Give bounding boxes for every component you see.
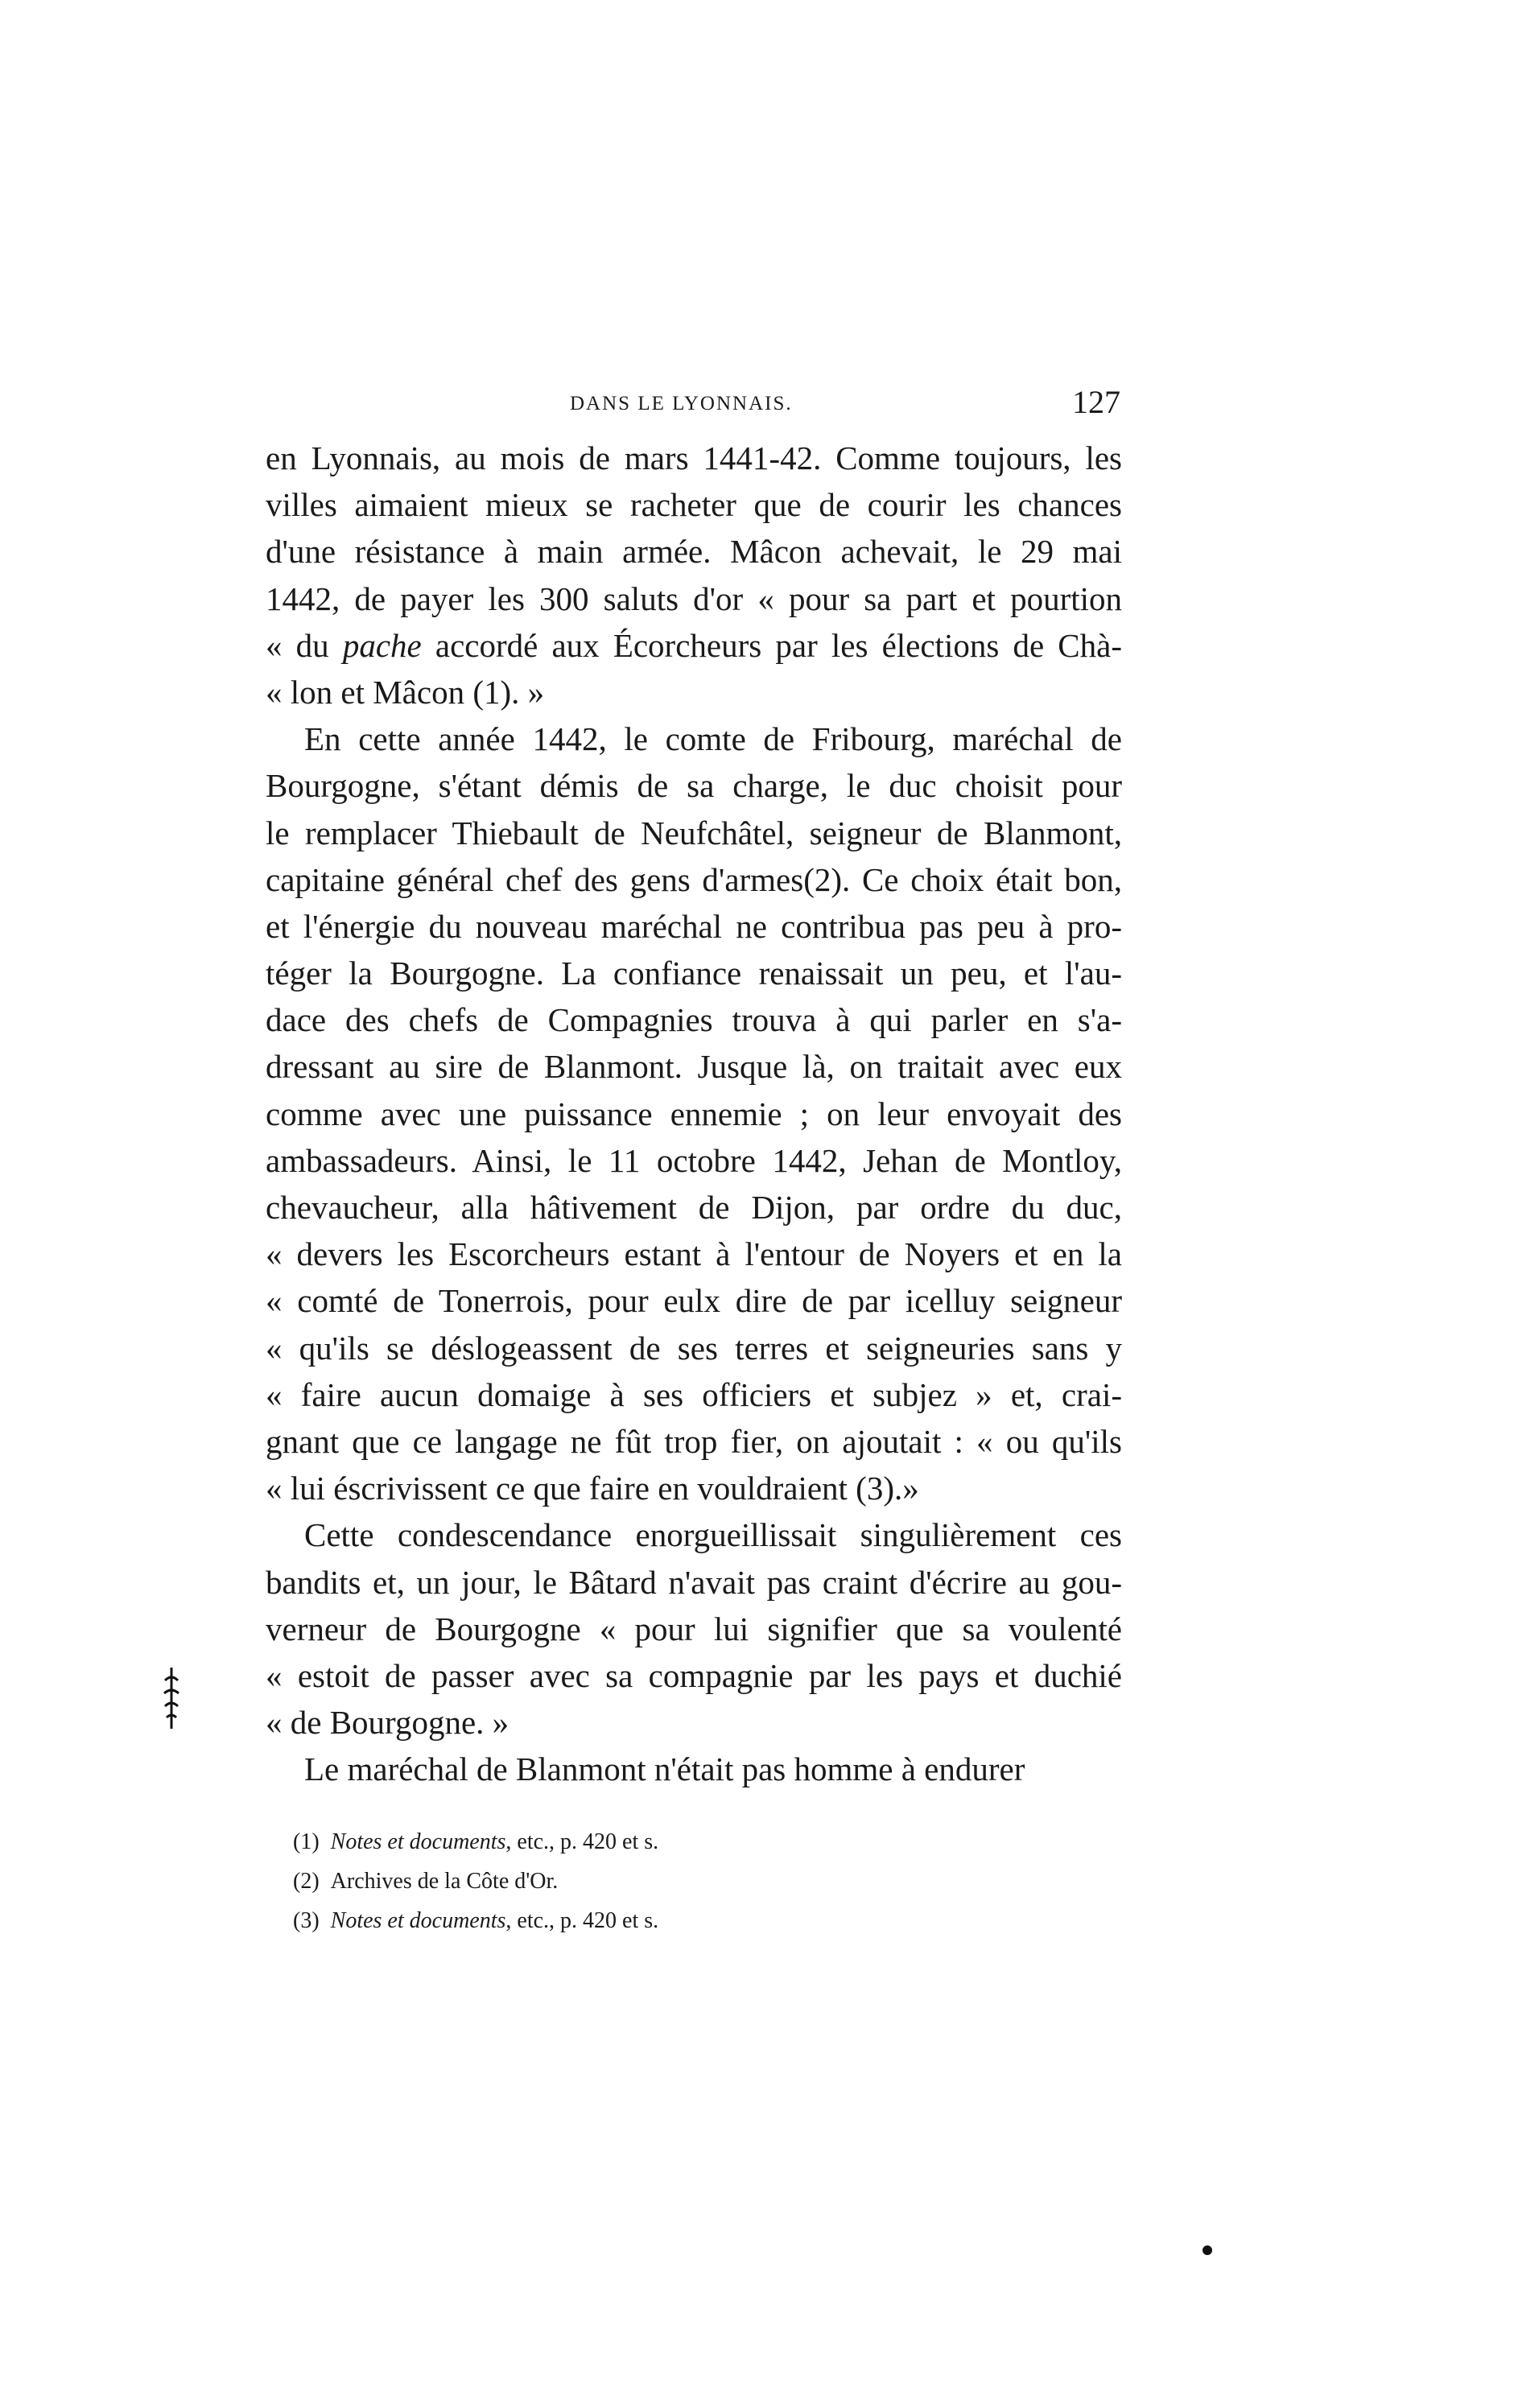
footnote-number: (2) bbox=[293, 1869, 320, 1894]
running-title: DANS LE LYONNAIS. bbox=[570, 393, 793, 414]
text-line: dressant au sire de Blanmont. Jusque là, on traitait avec eux bbox=[266, 1048, 1122, 1086]
text-line: « estoit de passer avec sa compagnie par les pays et duchié bbox=[266, 1656, 1122, 1694]
text-line: en Lyonnais, au mois de mars 1441-42. Comme toujours, les bbox=[266, 439, 1122, 476]
text-line: le remplacer Thiebault de Neufchâtel, seigneur de Blanmont, bbox=[266, 814, 1122, 851]
text-line: ambassadeurs. Ainsi, le 11 octobre 1442, Jehan de Montloy, bbox=[266, 1141, 1122, 1179]
text-line: « de Bourgogne. » bbox=[266, 1704, 509, 1742]
footnote-1 bbox=[293, 1822, 1017, 1862]
footnote-text: Archives de la Côte d'Or. bbox=[330, 1869, 559, 1894]
text-fragment: accordé aux Écorcheurs par les élections de Chà- bbox=[421, 626, 1122, 664]
text-line: comme avec une puissance ennemie ; on leur envoyait des bbox=[266, 1095, 1122, 1132]
page-number: 127 bbox=[1072, 384, 1120, 420]
footnote-number: (1) bbox=[293, 1829, 320, 1854]
text-line: « faire aucun domaige à ses officiers et subjez » et, crai- bbox=[266, 1375, 1122, 1413]
paragraph-start: Cette condescendance enorgueillissait singulièrement ces bbox=[304, 1516, 1122, 1554]
text-line: bandits et, un jour, le Bâtard n'avait pas craint d'écrire au gou- bbox=[266, 1563, 1122, 1601]
text-line: 1442, de payer les 300 saluts d'or « pour sa part et pourtion bbox=[266, 579, 1122, 617]
text-line: chevaucheur, alla hâtivement de Dijon, par ordre du duc, bbox=[266, 1189, 1122, 1226]
text-line: et l'énergie du nouveau maréchal ne contribua pas peu à pro- bbox=[266, 907, 1122, 945]
text-line: « devers les Escorcheurs estant à l'entour de Noyers et en la bbox=[266, 1235, 1122, 1273]
text-line: d'une résistance à main armée. Mâcon achevait, le 29 mai bbox=[266, 533, 1122, 571]
text-line: « lon et Mâcon (1). » bbox=[266, 673, 545, 711]
text-line: dace des chefs de Compagnies trouva à qui parler en s'a- bbox=[266, 1001, 1122, 1039]
page-header bbox=[304, 383, 1120, 431]
text-line-with-italic bbox=[266, 622, 1122, 669]
paragraph-start: Le maréchal de Blanmont n'était pas homme à endurer bbox=[304, 1750, 1025, 1788]
italic-word: pache bbox=[342, 626, 422, 664]
body-text bbox=[266, 435, 1122, 1792]
footnotes bbox=[293, 1822, 1017, 1940]
text-fragment: « du bbox=[266, 626, 343, 664]
footnote-text: , etc., p. 420 et s. bbox=[505, 1908, 659, 1933]
text-line: capitaine général chef des gens d'armes(2). Ce choix était bon, bbox=[266, 860, 1122, 898]
text-line: gnant que ce langage ne fût trop fier, on ajoutait : « ou qu'ils bbox=[266, 1422, 1122, 1460]
margin-mark-icon bbox=[163, 1666, 180, 1730]
paragraph-start: En cette année 1442, le comte de Fribourg, maréchal de bbox=[304, 720, 1122, 758]
footnote-2 bbox=[293, 1862, 1017, 1901]
text-line: Bourgogne, s'étant démis de sa charge, le duc choisit pour bbox=[266, 767, 1122, 805]
text-line: « comté de Tonerrois, pour eulx dire de par icelluy seigneur bbox=[266, 1282, 1122, 1320]
footnote-italic: Notes et documents bbox=[330, 1829, 506, 1854]
footnote-3 bbox=[293, 1901, 1017, 1940]
text-line: téger la Bourgogne. La confiance renaissait un peu, et l'au- bbox=[266, 955, 1122, 992]
text-line: villes aimaient mieux se racheter que de courir les chances bbox=[266, 486, 1122, 524]
ink-dot-icon bbox=[1203, 2245, 1212, 2255]
footnote-italic: Notes et documents bbox=[330, 1908, 506, 1933]
footnote-number: (3) bbox=[293, 1908, 320, 1933]
text-line: verneur de Bourgogne « pour lui signifier que sa voulenté bbox=[266, 1610, 1122, 1647]
text-line: « qu'ils se déslogeassent de ses terres et seigneuries sans y bbox=[266, 1329, 1122, 1367]
footnote-text: , etc., p. 420 et s. bbox=[505, 1829, 659, 1854]
text-line: « lui éscrivissent ce que faire en vouldraient (3).» bbox=[266, 1470, 919, 1507]
